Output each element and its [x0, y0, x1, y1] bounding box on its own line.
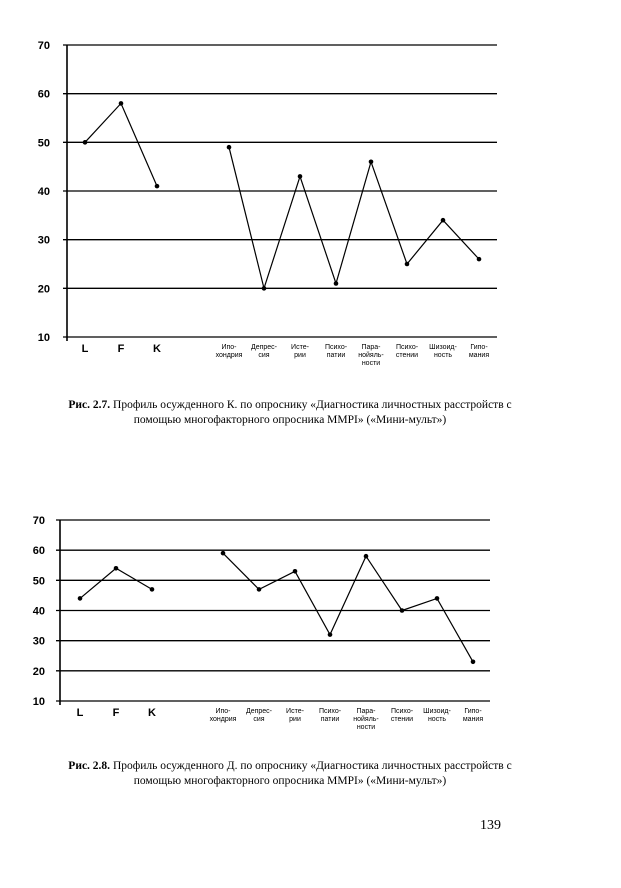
data-point — [257, 587, 262, 592]
x-tick-label: Шизоид-ность — [429, 344, 457, 359]
x-tick-label: Психо-стении — [395, 344, 419, 359]
figure-caption-1 — [60, 398, 520, 428]
y-tick-label: 70 — [37, 40, 50, 52]
mmpi-profile-chart-1 — [0, 30, 621, 375]
x-tick-label: L — [81, 343, 89, 355]
y-tick-label: 20 — [32, 665, 45, 678]
y-tick-label: 70 — [32, 515, 45, 527]
series-line — [80, 568, 152, 598]
y-tick-label: 10 — [32, 696, 45, 708]
y-tick-label: 30 — [37, 234, 50, 247]
x-tick-label: Ипо-хондрия — [209, 708, 237, 723]
x-tick-label: Исте-рии — [286, 708, 304, 723]
data-point — [221, 551, 226, 556]
y-tick-label: 60 — [32, 545, 45, 558]
x-tick-label: Пара-нойяль-ности — [353, 708, 379, 731]
data-point — [477, 257, 482, 262]
data-point — [293, 569, 298, 574]
y-tick-label: 50 — [32, 575, 45, 588]
data-point — [405, 262, 410, 267]
series-line — [223, 553, 473, 662]
data-point — [78, 596, 83, 601]
figure-caption-text-2: Профиль осужденного Д. по опроснику «Диагностика личностных расстройств с помощью многофакторного опросника MMPI» («Мини-мульт») — [112, 760, 512, 787]
data-point — [364, 554, 369, 559]
data-point — [114, 566, 119, 571]
data-point — [227, 145, 232, 150]
data-point — [155, 184, 160, 189]
data-point — [369, 160, 374, 165]
series-line — [85, 103, 157, 186]
figure-caption-text-1: Профиль осужденного К. по опроснику «Диагностика личностных расстройств с помощью многофакторного опросника MMPI» («Мини-мульт») — [113, 399, 512, 426]
data-point — [435, 596, 440, 601]
series-line — [229, 147, 479, 288]
data-point — [150, 587, 155, 592]
mmpi-profile-chart-2 — [0, 510, 621, 750]
x-tick-label: K — [148, 707, 156, 719]
data-point — [83, 140, 88, 145]
y-tick-label: 20 — [37, 283, 50, 296]
x-tick-label: Психо-патии — [318, 708, 342, 723]
x-tick-label: K — [153, 343, 161, 355]
y-tick-label: 30 — [32, 635, 45, 648]
x-tick-label: Гипо-мания — [468, 344, 490, 359]
x-tick-label: Пара-нойяль-ности — [358, 344, 384, 367]
x-tick-label: Депрес-сия — [250, 344, 278, 359]
figure-label-2: Рис. 2.8. — [68, 760, 111, 772]
data-point — [262, 286, 267, 291]
x-tick-label: Психо-патии — [324, 344, 348, 359]
data-point — [400, 608, 405, 613]
x-tick-label: F — [117, 343, 125, 355]
x-tick-label: Шизоид-ность — [423, 708, 451, 723]
data-point — [334, 281, 339, 286]
y-tick-label: 40 — [37, 186, 50, 198]
x-tick-label: Депрес-сия — [245, 708, 273, 723]
data-point — [441, 218, 446, 223]
y-tick-label: 40 — [32, 605, 45, 618]
data-point — [119, 101, 124, 106]
figure-caption-2 — [60, 759, 520, 789]
figure-label-1: Рис. 2.7. — [68, 399, 111, 411]
data-point — [298, 174, 303, 179]
y-tick-label: 60 — [37, 88, 50, 101]
y-tick-label: 10 — [37, 332, 50, 344]
x-tick-label: Ипо-хондрия — [215, 344, 243, 359]
x-tick-label: Исте-рии — [291, 344, 309, 359]
x-tick-label: L — [76, 707, 84, 719]
page-number: 139 — [480, 818, 501, 833]
x-tick-label: Психо-стении — [390, 708, 414, 723]
data-point — [328, 632, 333, 637]
x-tick-label: F — [112, 707, 120, 719]
data-point — [471, 659, 476, 664]
x-tick-label: Гипо-мания — [462, 708, 484, 723]
y-tick-label: 50 — [37, 137, 50, 150]
